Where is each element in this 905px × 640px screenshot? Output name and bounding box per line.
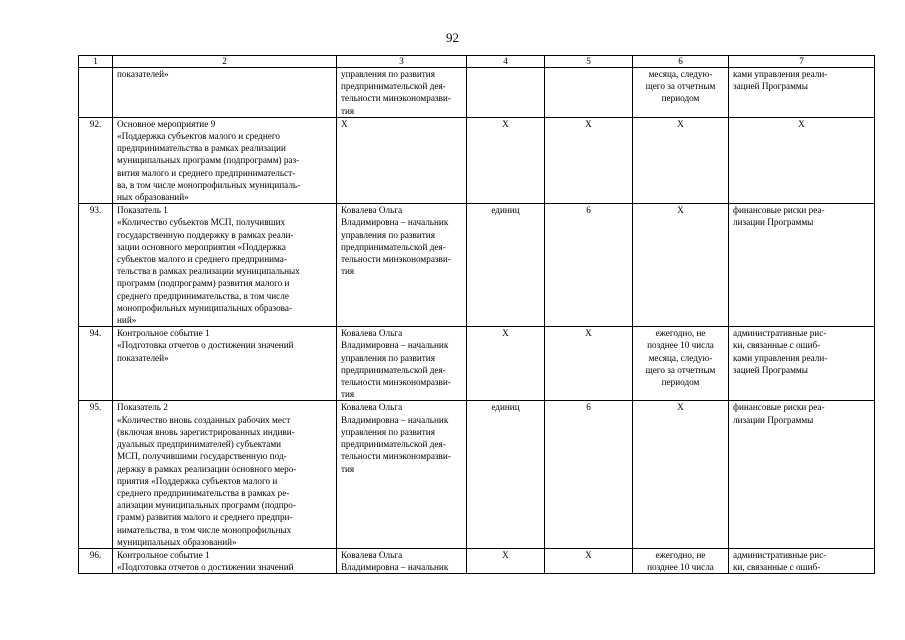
text-line: щего за отчетным [645, 364, 716, 375]
text-line: Ковалева Ольга [341, 402, 403, 413]
row-value: 6 [545, 401, 633, 548]
header-cell-3: 3 [337, 56, 467, 68]
text-line: Х [677, 118, 684, 129]
table-row [79, 548, 875, 573]
text-line: тия [341, 266, 355, 277]
text-line: управления по развития [341, 352, 435, 363]
row-deadline [633, 401, 729, 548]
row-unit: Х [467, 327, 545, 401]
row-responsible [337, 117, 467, 203]
text-line: тия [341, 389, 355, 400]
text-line: тельности минэкономразви- [341, 451, 451, 462]
text-line: ежегодно, не [655, 549, 706, 560]
text-line: лизации Программы [733, 217, 814, 228]
text-line: Х [798, 118, 805, 129]
row-unit: Х [467, 117, 545, 203]
text-line: «Подготовка отчетов о достижении значений [117, 340, 294, 351]
text-line: Показатель 1 [117, 205, 168, 216]
row-responsible [337, 204, 467, 327]
text-line: Х [677, 402, 684, 413]
text-line: зации основного мероприятия «Поддержка [117, 241, 286, 252]
text-line: среднего предпринимательства, в том числе [117, 290, 289, 301]
text-line: тия [341, 463, 355, 474]
text-line: периодом [661, 93, 700, 104]
program-table [78, 55, 875, 574]
text-line: зацией Программы [733, 81, 808, 92]
text-line: финансовые риски реа- [733, 205, 825, 216]
text-line: муниципальных образований» [117, 536, 237, 547]
text-line: предпринимательской дея- [341, 241, 446, 252]
row-risks [729, 68, 875, 118]
text-line: управления по развития [341, 229, 435, 240]
text-line: нимательства, в том числе монопрофильных [117, 524, 292, 535]
header-cell-5: 5 [545, 56, 633, 68]
row-number [79, 68, 113, 118]
table-row [79, 117, 875, 203]
text-line: ний» [117, 315, 137, 326]
text-line: дуальных предпринимателей) субъектами [117, 439, 282, 450]
text-line: ки, связанные с ошиб- [733, 340, 821, 351]
text-line: Владимировна – начальник [341, 340, 449, 351]
text-line: позднее 10 числа [647, 340, 714, 351]
row-number: 93. [79, 204, 113, 327]
row-responsible [337, 327, 467, 401]
row-description [113, 327, 337, 401]
row-risks [729, 117, 875, 203]
text-line: Ковалева Ольга [341, 549, 403, 560]
text-line: управления по развития [341, 69, 435, 79]
text-line: среднего предпринимательства в рамках ре- [117, 487, 290, 498]
header-cell-1: 1 [79, 56, 113, 68]
row-responsible [337, 548, 467, 573]
text-line: месяца, следую- [648, 352, 713, 363]
text-line: ежегодно, не [655, 328, 706, 339]
row-number: 95. [79, 401, 113, 548]
row-responsible [337, 401, 467, 548]
table-header-row [79, 56, 875, 68]
text-line: зацией Программы [733, 364, 808, 375]
text-line: «Подготовка отчетов о достижении значений [117, 562, 294, 573]
text-line: ки, связанные с ошиб- [733, 562, 821, 573]
text-line: программ (подпрограмм) развития малого и [117, 278, 290, 289]
text-line: показателей» [117, 352, 169, 363]
text-line: тельности минэкономразви- [341, 254, 451, 265]
text-line: предпринимательской дея- [341, 364, 446, 375]
row-number: 92. [79, 117, 113, 203]
text-line: Основное мероприятие 9 [117, 118, 216, 129]
row-value: Х [545, 548, 633, 573]
text-line: ализации муниципальных программ (подпро- [117, 500, 296, 511]
text-line: монопрофильных муниципальных образова- [117, 302, 293, 313]
text-line: финансовые риски реа- [733, 402, 825, 413]
text-line: тельности минэкономразви- [341, 377, 451, 388]
text-line: (включая вновь зарегистрированных индиви- [117, 426, 295, 437]
row-unit: Х [467, 548, 545, 573]
text-line: муниципальных программ (подпрограмм) раз- [117, 155, 300, 166]
header-cell-7: 7 [729, 56, 875, 68]
row-risks [729, 401, 875, 548]
page-number: 92 [446, 30, 459, 45]
text-line: субъектов малого и среднего предпринима- [117, 254, 287, 265]
text-line: МСП, получившими государственную под- [117, 451, 287, 462]
row-responsible [337, 68, 467, 118]
text-line: тельности минэкономразви- [341, 93, 451, 104]
row-number: 96. [79, 548, 113, 573]
text-line: месяца, следую- [648, 69, 713, 79]
text-line: управления по развития [341, 426, 435, 437]
table-row [79, 401, 875, 548]
text-line: ных образований» [117, 192, 189, 203]
text-line: грамм) развития малого и среднего предпри- [117, 512, 293, 523]
text-line: держку в рамках реализации основного меро- [117, 463, 297, 474]
row-description [113, 204, 337, 327]
row-risks [729, 548, 875, 573]
text-line: ва, в том числе монопрофильных муниципаль- [117, 179, 301, 190]
text-line: предпринимательской дея- [341, 439, 446, 450]
row-number: 94. [79, 327, 113, 401]
text-line: тия [341, 105, 355, 116]
row-value [545, 68, 633, 118]
text-line: ками управления реали- [733, 352, 828, 363]
row-deadline [633, 327, 729, 401]
row-deadline [633, 68, 729, 118]
text-line: Контрольное событие 1 [117, 328, 210, 339]
table-row [79, 327, 875, 401]
header-cell-6: 6 [633, 56, 729, 68]
header-cell-4: 4 [467, 56, 545, 68]
text-line: тельства в рамках реализации муниципальных [117, 266, 300, 277]
text-line: позднее 10 числа [647, 562, 714, 573]
row-description [113, 117, 337, 203]
row-description [113, 401, 337, 548]
table-row [79, 68, 875, 118]
text-line: административные рис- [733, 549, 827, 560]
text-line: Х [677, 205, 684, 216]
text-line: ками управления реали- [733, 69, 828, 79]
row-deadline [633, 204, 729, 327]
text-line: Владимировна – начальник [341, 414, 449, 425]
text-line: «Поддержка субъектов малого и среднего [117, 131, 280, 142]
text-line: лизации Программы [733, 414, 814, 425]
text-line: государственную поддержку в рамках реали- [117, 229, 294, 240]
text-line: Показатель 2 [117, 402, 168, 413]
text-line: предпринимательской дея- [341, 81, 446, 92]
text-line: предпринимательства в рамках реализации [117, 143, 286, 154]
text-line: Ковалева Ольга [341, 205, 403, 216]
text-line: Владимировна – начальник [341, 562, 449, 573]
text-line: Х [341, 118, 348, 129]
row-risks [729, 204, 875, 327]
row-unit: единиц [467, 204, 545, 327]
text-line: «Количество вновь созданных рабочих мест [117, 414, 291, 425]
row-value: Х [545, 117, 633, 203]
text-line: периодом [661, 377, 700, 388]
row-description [113, 548, 337, 573]
text-line: щего за отчетным [645, 81, 716, 92]
text-line: показателей» [117, 69, 169, 79]
row-description [113, 68, 337, 118]
table-row [79, 204, 875, 327]
text-line: приятия «Поддержка субъектов малого и [117, 475, 278, 486]
row-value: Х [545, 327, 633, 401]
text-line: Контрольное событие 1 [117, 549, 210, 560]
text-line: административные рис- [733, 328, 827, 339]
row-deadline [633, 548, 729, 573]
row-unit: единиц [467, 401, 545, 548]
text-line: Ковалева Ольга [341, 328, 403, 339]
text-line: вития малого и среднего предпринимательст- [117, 167, 296, 178]
row-deadline [633, 117, 729, 203]
row-unit [467, 68, 545, 118]
row-value: 6 [545, 204, 633, 327]
text-line: «Количество субъектов МСП, получивших [117, 217, 286, 228]
row-risks [729, 327, 875, 401]
text-line: Владимировна – начальник [341, 217, 449, 228]
header-cell-2: 2 [113, 56, 337, 68]
